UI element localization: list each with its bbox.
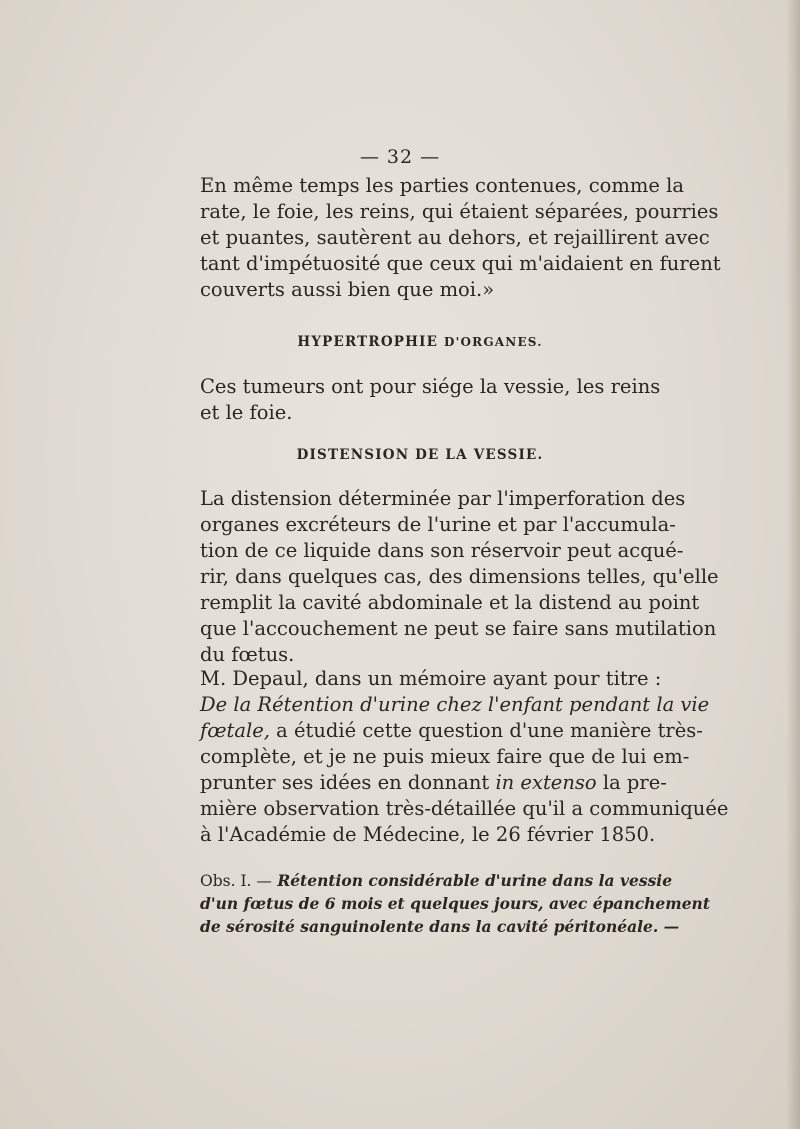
heading-main: HYPERTROPHIE [297, 334, 439, 350]
paragraph-line: à l'Académie de Médecine, le 26 février 1850. [200, 823, 656, 846]
paragraph-line: et le foie. [200, 401, 293, 424]
cited-title: De la Rétention d'urine chez l'enfant pendant la vie [200, 693, 710, 716]
section-heading-hypertrophie [0, 334, 800, 350]
line-text: Rétention considérable d'urine dans la vessie [271, 871, 673, 890]
page-number: — 32 — [359, 146, 441, 168]
paragraph-line [200, 770, 667, 796]
page-edge-shadow [786, 0, 800, 1129]
observation-line: de sérosité sanguinolente dans la cavité péritonéale. — [200, 917, 680, 936]
line-text: prunter ses idées en donnant [200, 771, 496, 794]
paragraph-line: organes excréteurs de l'urine et par l'accumula- [200, 513, 676, 536]
paragraph-line: et puantes, sautèrent au dehors, et rejaillirent avec [200, 226, 710, 249]
paragraph-line: remplit la cavité abdominale et la distend au point [200, 591, 700, 614]
paragraph-line: tion de ce liquide dans son réservoir peut acqué- [200, 539, 684, 562]
paragraph-line: tant d'impétuosité que ceux qui m'aidaient en furent [200, 252, 721, 275]
paragraph-line: Ces tumeurs ont pour siége la vessie, les reins [200, 375, 661, 398]
latin-phrase: in extenso [495, 771, 597, 794]
paragraph-line: couverts aussi bien que moi.» [200, 278, 495, 301]
section-heading-distension: DISTENSION DE LA VESSIE. [296, 447, 544, 463]
heading-small: D'ORGANES. [444, 335, 543, 349]
paragraph-line: M. Depaul, dans un mémoire ayant pour titre : [200, 667, 662, 690]
paragraph-line: du fœtus. [200, 643, 295, 666]
line-text: a étudié cette question d'une manière très- [269, 719, 703, 742]
cited-title-end: fœtale, [200, 719, 270, 742]
paragraph-line [200, 692, 710, 718]
paragraph-line: En même temps les parties contenues, comme la [200, 174, 684, 197]
paragraph-line: La distension déterminée par l'imperforation des [200, 487, 686, 510]
paragraph-line: rir, dans quelques cas, des dimensions telles, qu'elle [200, 565, 719, 588]
line-text: la pre- [596, 771, 667, 794]
observation-line [200, 869, 673, 893]
paragraph-line: que l'accouchement ne peut se faire sans mutilation [200, 617, 717, 640]
paragraph-line: complète, et je ne puis mieux faire que de lui em- [200, 745, 690, 768]
observation-label: Obs. I. — [200, 872, 272, 890]
observation-line: d'un fœtus de 6 mois et quelques jours, avec épanchement [200, 894, 710, 913]
paragraph-line: mière observation très-détaillée qu'il a communiquée [200, 797, 729, 820]
paragraph-line: rate, le foie, les reins, qui étaient séparées, pourries [200, 200, 719, 223]
paragraph-line [200, 718, 703, 744]
